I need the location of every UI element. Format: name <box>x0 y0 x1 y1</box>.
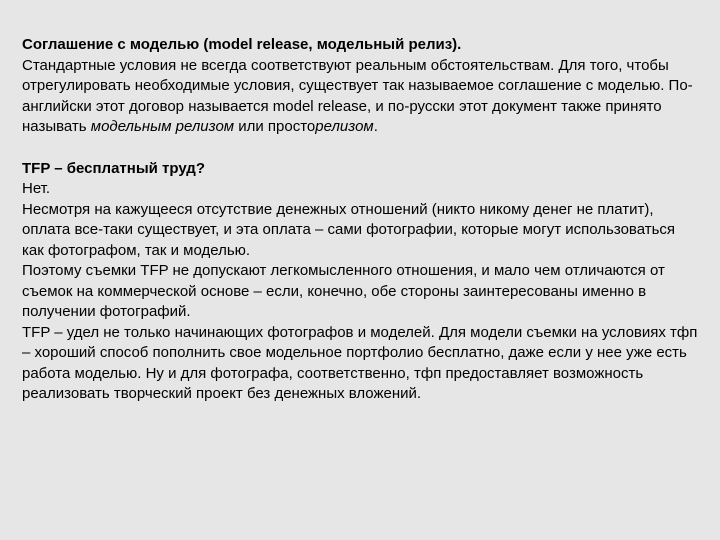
paragraph-end: . <box>373 118 378 135</box>
paragraph-model-release <box>22 56 698 138</box>
answer-text: Нет. <box>22 180 51 197</box>
section-tfp <box>22 159 698 405</box>
section-title-tfp: TFP – бесплатный труд? <box>22 159 205 177</box>
section-gap <box>22 138 698 159</box>
section-title-model-release: Соглашение с моделью (model release, модельный релиз). <box>22 36 462 53</box>
paragraph-tfp-1: Несмотря на кажущееся отсутствие денежных отношений (никто никому денег не платит), оплата все-таки существует, и эта оплата – сами фотографии, которые могут использоваться как фотографом, так и моделью. <box>22 200 676 259</box>
paragraph-tfp-2: Поэтому съемки TFP не допускают легкомысленного отношения, и мало чем отличаются от съемок на коммерческой основе – если, конечно, обе стороны заинтересованы именно в получении фотографий. <box>22 262 665 320</box>
italic-term-model-release: модельным релизом <box>90 118 235 135</box>
italic-term-release: релизом <box>315 118 374 135</box>
paragraph-text: Стандартные условия не всегда соответствуют реальным обстоятельствам. Для того, чтобы отрегулировать необходимые условия, существует так называемое соглашение с моделью. По-английски этот договор называется model release, и по-русски этот документ также принято называть <box>22 56 693 135</box>
paragraph-text: или просто <box>234 118 316 135</box>
paragraph-tfp-3: TFP – удел не только начинающих фотографов и моделей. Для модели съемки на условиях тфп – хороший способ пополнить свое модельное портфолио бесплатно, даже если у нее уже есть работа моделью. Ну и для фотографа, соответственно, тфп предоставляет возможность реализовать творческий проект без денежных вложений. <box>22 323 698 402</box>
section-model-release <box>22 35 698 138</box>
